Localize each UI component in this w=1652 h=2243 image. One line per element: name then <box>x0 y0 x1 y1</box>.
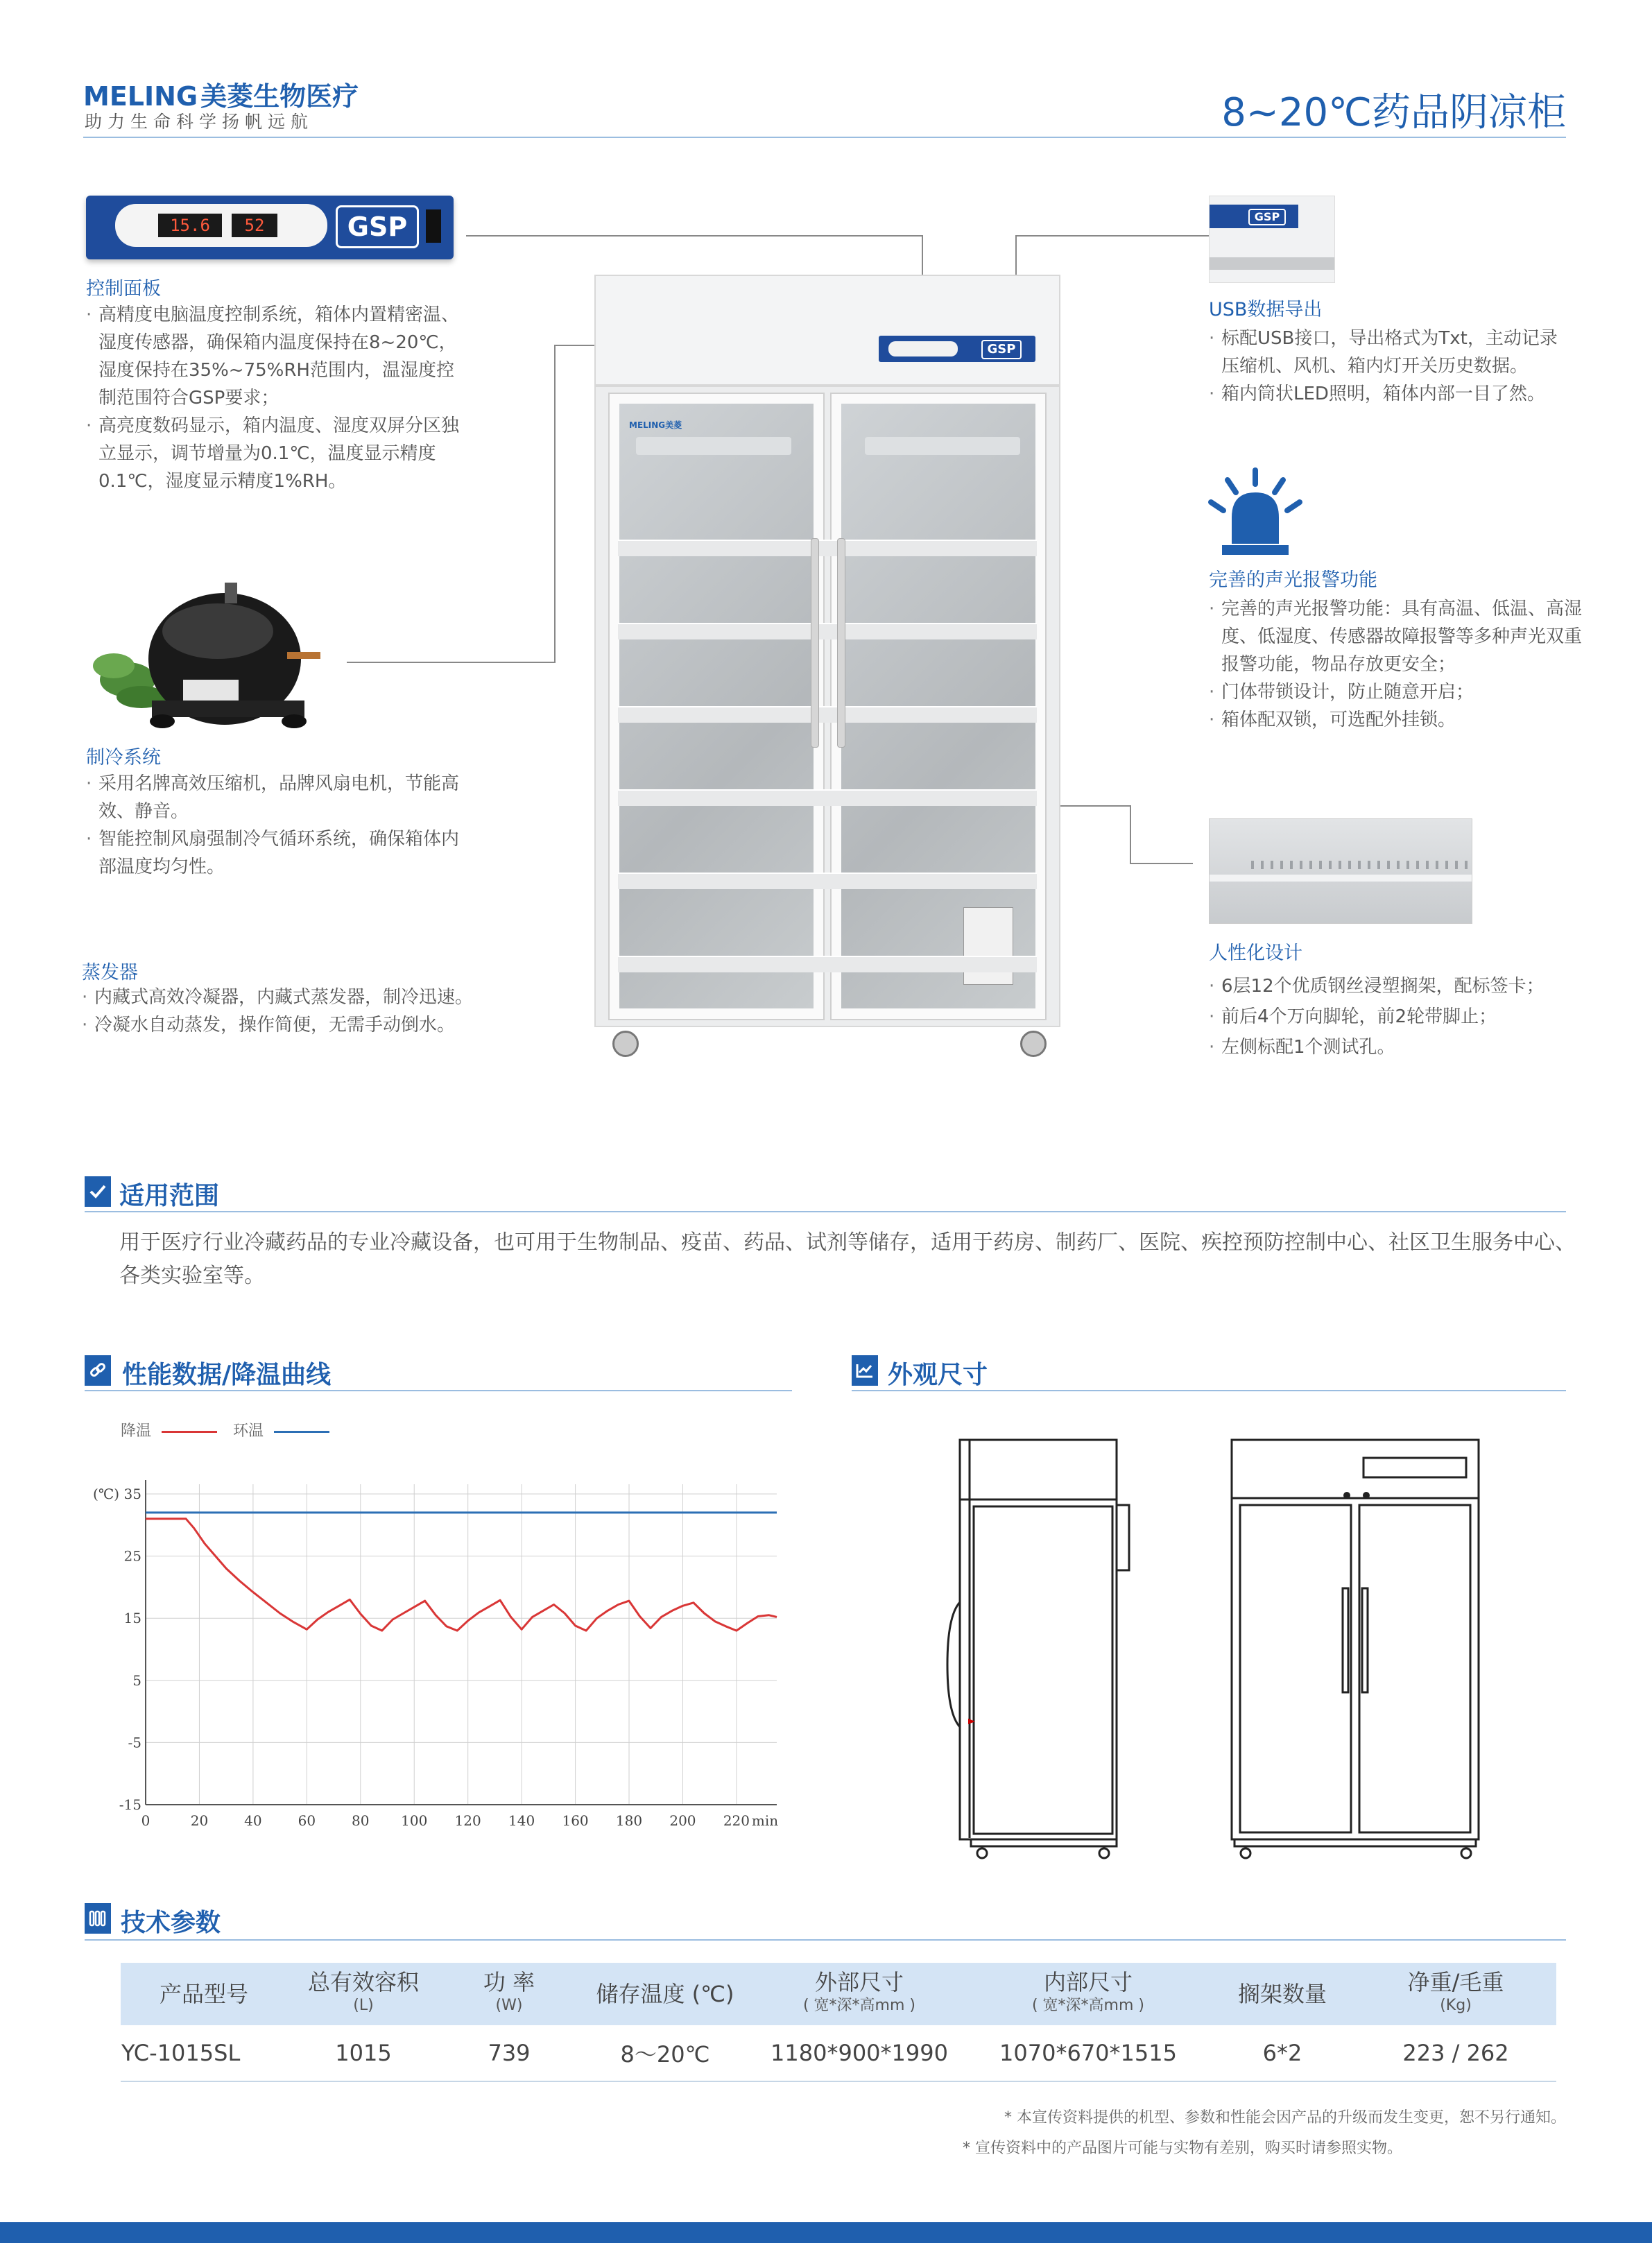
x-tick-label: 160 <box>562 1812 589 1829</box>
header-cell: 搁架数量 <box>1210 1963 1355 2025</box>
table-cell: 6*2 <box>1210 2025 1355 2081</box>
link-icon <box>85 1355 111 1386</box>
header-cell: 产品型号 <box>121 1963 287 2025</box>
brand-cn: 美菱生物医疗 <box>200 81 359 112</box>
x-tick-label: 180 <box>615 1812 643 1829</box>
footer-bar <box>0 2222 1652 2243</box>
y-tick-label: -15 <box>119 1796 141 1813</box>
gsp-logo: GSP <box>336 205 419 248</box>
x-tick-label: 200 <box>669 1812 696 1829</box>
design-list <box>1209 971 1597 1063</box>
cooling-curve-chart <box>93 1484 791 1831</box>
y-unit-label: (℃) <box>93 1486 119 1502</box>
door-handle <box>811 538 819 748</box>
legend-ambient-label: 环温 <box>233 1423 264 1440</box>
header-cell: 净重/毛重 (Kg) <box>1355 1963 1556 2025</box>
scope-text: 用于医疗行业冷藏药品的专业冷藏设备，也可用于生物制品、疫苗、药品、试剂等储存，适用于药房、制药厂、医院、疾控预防控制中心、社区卫生服务中心、各类实验室等。 <box>119 1230 1576 1288</box>
legend-ambient-swatch <box>274 1431 329 1433</box>
dimensions-title: 外观尺寸 <box>888 1361 988 1389</box>
list-item: · 箱内筒状LED照明，箱体内部一目了然。 <box>1209 380 1569 408</box>
cabinet-image <box>594 275 1060 1058</box>
alarm-icon <box>1207 467 1304 558</box>
table-cell: 8～20℃ <box>578 2025 752 2081</box>
spec-label-sticker <box>963 907 1013 985</box>
legend-cooling-swatch <box>162 1431 217 1433</box>
scope-rule <box>85 1211 1566 1212</box>
humidity-display: 52 <box>232 214 277 237</box>
x-tick-label: 220 <box>723 1812 750 1829</box>
door-handle <box>837 538 845 748</box>
table-cell: 223 / 262 <box>1355 2025 1556 2081</box>
chart-legend <box>121 1419 329 1441</box>
specs-rule <box>85 1939 1566 1941</box>
usb-gsp-logo: GSP <box>1248 209 1286 225</box>
list-item: · 门体带锁设计，防止随意开启； <box>1209 678 1597 706</box>
list-item: · 左侧标配1个测试孔。 <box>1209 1032 1597 1063</box>
x-tick-label: 60 <box>298 1812 316 1829</box>
list-item: · 冷凝水自动蒸发，操作简便，无需手动倒水。 <box>82 1011 526 1039</box>
caster <box>1020 1031 1047 1057</box>
usb-title: USB数据导出 <box>1209 299 1323 320</box>
list-item: · 箱体配双锁，可选配外挂锁。 <box>1209 706 1597 734</box>
header-cell: 总有效容积 (L) <box>287 1963 440 2025</box>
product-title: 8~20℃药品阴凉柜 <box>1221 90 1566 135</box>
header-cell: 储存温度 (℃) <box>578 1963 752 2025</box>
fan <box>865 437 1020 455</box>
y-tick-label: 15 <box>123 1610 141 1627</box>
table-icon <box>85 1903 111 1934</box>
list-item: · 前后4个万向脚轮，前2轮带脚止； <box>1209 1002 1597 1032</box>
evaporator-title: 蒸发器 <box>82 962 138 983</box>
specs-title: 技术参数 <box>121 1909 221 1937</box>
disclaimer-note: * 本宣传资料提供的机型、参数和性能会因产品的升级而发生变更，恕不另行通知。 <box>1004 2109 1566 2126</box>
x-tick-label: 80 <box>352 1812 370 1829</box>
usb-list <box>1209 325 1569 408</box>
x-tick-label: 100 <box>401 1812 428 1829</box>
cabinet-top <box>594 275 1060 386</box>
list-item: · 标配USB接口，导出格式为Txt，主动记录压缩机、风机、箱内灯开关历史数据。 <box>1209 325 1569 380</box>
shelf <box>618 623 1037 639</box>
table-header-row <box>121 1963 1556 2025</box>
table-cell: 1015 <box>287 2025 440 2081</box>
shelf-image <box>1209 818 1472 924</box>
header-cell: 功 率 (W) <box>440 1963 578 2025</box>
shelf <box>618 956 1037 972</box>
shelf <box>618 789 1037 806</box>
shelf <box>618 706 1037 723</box>
table-cell: YC-1015SL <box>121 2025 287 2081</box>
control-panel-title: 控制面板 <box>86 278 161 300</box>
legend-cooling-label: 降温 <box>121 1423 152 1440</box>
temperature-display: 15.6 <box>158 214 222 237</box>
shelf <box>618 540 1037 556</box>
front-view-drawing <box>1228 1436 1484 1866</box>
list-item: · 采用名牌高效压缩机，品牌风扇电机，节能高效、静音。 <box>86 770 474 825</box>
x-tick-label: 140 <box>508 1812 535 1829</box>
series-line <box>146 1519 777 1631</box>
list-item: · 完善的声光报警功能：具有高温、低温、高湿度、低湿度、传感器故障报警等多种声光双重报警功能，物品存放更安全； <box>1209 595 1597 678</box>
refrigeration-title: 制冷系统 <box>86 747 161 768</box>
brand-en: MELING <box>83 81 198 112</box>
check-icon <box>85 1176 111 1207</box>
table-cell: 739 <box>440 2025 578 2081</box>
chart-icon <box>852 1355 878 1386</box>
y-tick-label: 35 <box>123 1486 141 1502</box>
brand-slogan: 助力生命科学扬帆远航 <box>85 112 314 132</box>
cabinet-gsp-logo: GSP <box>981 340 1022 359</box>
specs-table <box>121 1963 1556 2082</box>
evaporator-list <box>82 983 526 1039</box>
scope-title: 适用范围 <box>119 1182 220 1210</box>
x-tick-label: 0 <box>141 1812 150 1829</box>
alarm-list <box>1209 595 1597 734</box>
y-tick-label: 25 <box>123 1547 141 1565</box>
door-brand-label: MELING美菱 <box>629 420 682 430</box>
x-tick-label: 120 <box>454 1812 481 1829</box>
x-tick-label: 40 <box>244 1812 262 1829</box>
shelf <box>618 873 1037 889</box>
header-cell: 外部尺寸 ( 宽*深*高mm ) <box>752 1963 967 2025</box>
y-tick-label: -5 <box>128 1734 141 1751</box>
disclaimer-note: * 宣传资料中的产品图片可能与实物有差别，购买时请参照实物。 <box>963 2140 1402 2157</box>
list-item: · 内藏式高效冷凝器，内藏式蒸发器，制冷迅速。 <box>82 983 526 1011</box>
cabinet-panel <box>879 336 1035 362</box>
y-tick-label: 5 <box>132 1671 141 1689</box>
usb-image <box>1209 196 1335 283</box>
table-cell: 1070*670*1515 <box>967 2025 1210 2081</box>
design-title: 人性化设计 <box>1209 943 1302 964</box>
list-item: · 高精度电脑温度控制系统，箱体内置精密温、湿度传感器，确保箱内温度保持在8~20℃，湿度保持在35%~75%RH范围内，温湿度控制范围符合GSP要求； <box>86 301 461 412</box>
list-item: · 高亮度数码显示，箱内温度、湿度双屏分区独立显示，调节增量为0.1℃，温度显示精度0.1℃，湿度显示精度1%RH。 <box>86 412 461 495</box>
x-unit-label: min <box>751 1812 779 1829</box>
x-tick-label: 20 <box>190 1812 209 1829</box>
fan <box>636 437 791 455</box>
dimensions-rule <box>852 1390 1566 1391</box>
caster <box>612 1031 639 1057</box>
performance-rule <box>85 1390 792 1391</box>
list-item: · 6层12个优质钢丝浸塑搁架，配标签卡； <box>1209 971 1597 1002</box>
header-cell: 内部尺寸 ( 宽*深*高mm ) <box>967 1963 1210 2025</box>
performance-title: 性能数据/降温曲线 <box>122 1361 332 1389</box>
alarm-title: 完善的声光报警功能 <box>1209 569 1377 591</box>
list-item: · 智能控制风扇强制冷气循环系统，确保箱体内部温度均匀性。 <box>86 825 474 881</box>
table-row <box>121 2025 1556 2081</box>
table-cell: 1180*900*1990 <box>752 2025 967 2081</box>
side-view-drawing <box>943 1436 1151 1866</box>
